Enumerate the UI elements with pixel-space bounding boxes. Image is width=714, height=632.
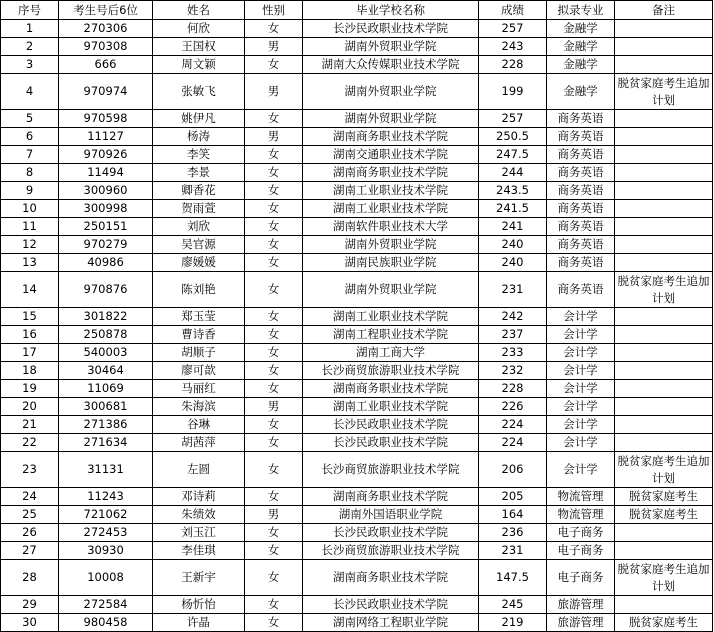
cell-school: 湖南民族职业学院 xyxy=(303,254,479,272)
cell-score: 250.5 xyxy=(479,128,547,146)
cell-no: 24 xyxy=(1,488,59,506)
cell-name: 刘欣 xyxy=(153,218,245,236)
cell-note xyxy=(615,596,713,614)
cell-major: 会计学 xyxy=(547,344,615,362)
cell-school: 湖南外贸职业学院 xyxy=(303,236,479,254)
cell-school: 长沙商贸旅游职业技术学院 xyxy=(303,542,479,560)
cell-major: 商务英语 xyxy=(547,128,615,146)
cell-gender: 女 xyxy=(245,542,303,560)
cell-school: 湖南工业职业技术学院 xyxy=(303,182,479,200)
cell-name: 卿香花 xyxy=(153,182,245,200)
cell-gender: 女 xyxy=(245,146,303,164)
cell-major: 金融学 xyxy=(547,38,615,56)
col-header-id: 考生号后6位 xyxy=(59,1,153,20)
cell-gender: 女 xyxy=(245,182,303,200)
cell-id: 30464 xyxy=(59,362,153,380)
table-row xyxy=(1,380,713,398)
cell-no: 12 xyxy=(1,236,59,254)
cell-id: 250878 xyxy=(59,326,153,344)
cell-id: 300960 xyxy=(59,182,153,200)
cell-no: 28 xyxy=(1,560,59,596)
cell-score: 257 xyxy=(479,110,547,128)
cell-major: 商务英语 xyxy=(547,146,615,164)
cell-name: 刘玉江 xyxy=(153,524,245,542)
table-row xyxy=(1,164,713,182)
cell-gender: 女 xyxy=(245,272,303,308)
cell-gender: 女 xyxy=(245,164,303,182)
cell-gender: 女 xyxy=(245,344,303,362)
cell-no: 21 xyxy=(1,416,59,434)
cell-score: 241.5 xyxy=(479,200,547,218)
cell-note xyxy=(615,398,713,416)
col-header-score: 成绩 xyxy=(479,1,547,20)
cell-major: 金融学 xyxy=(547,20,615,38)
cell-gender: 女 xyxy=(245,452,303,488)
cell-gender: 男 xyxy=(245,506,303,524)
cell-school: 长沙商贸旅游职业技术学院 xyxy=(303,452,479,488)
cell-name: 陈刘艳 xyxy=(153,272,245,308)
cell-note xyxy=(615,380,713,398)
cell-no: 11 xyxy=(1,218,59,236)
cell-id: 970974 xyxy=(59,74,153,110)
cell-note xyxy=(615,56,713,74)
cell-note xyxy=(615,146,713,164)
table-row xyxy=(1,56,713,74)
cell-no: 14 xyxy=(1,272,59,308)
table-row xyxy=(1,344,713,362)
cell-id: 10008 xyxy=(59,560,153,596)
cell-school: 湖南外贸职业学院 xyxy=(303,38,479,56)
cell-note xyxy=(615,218,713,236)
cell-name: 左圆 xyxy=(153,452,245,488)
cell-no: 17 xyxy=(1,344,59,362)
cell-no: 1 xyxy=(1,20,59,38)
cell-gender: 女 xyxy=(245,20,303,38)
cell-note xyxy=(615,542,713,560)
cell-major: 物流管理 xyxy=(547,506,615,524)
cell-major: 电子商务 xyxy=(547,524,615,542)
cell-note xyxy=(615,164,713,182)
cell-no: 26 xyxy=(1,524,59,542)
cell-score: 206 xyxy=(479,452,547,488)
cell-score: 236 xyxy=(479,524,547,542)
cell-school: 湖南交通职业技术学院 xyxy=(303,146,479,164)
cell-school: 长沙民政职业技术学院 xyxy=(303,434,479,452)
cell-id: 301822 xyxy=(59,308,153,326)
cell-id: 300681 xyxy=(59,398,153,416)
cell-name: 李佳琪 xyxy=(153,542,245,560)
cell-school: 湖南工业职业技术学院 xyxy=(303,398,479,416)
cell-gender: 男 xyxy=(245,74,303,110)
cell-id: 11243 xyxy=(59,488,153,506)
cell-name: 廖媛媛 xyxy=(153,254,245,272)
cell-gender: 男 xyxy=(245,398,303,416)
cell-gender: 女 xyxy=(245,488,303,506)
cell-major: 商务英语 xyxy=(547,200,615,218)
cell-no: 22 xyxy=(1,434,59,452)
cell-score: 244 xyxy=(479,164,547,182)
cell-id: 271386 xyxy=(59,416,153,434)
cell-gender: 女 xyxy=(245,110,303,128)
cell-school: 长沙民政职业技术学院 xyxy=(303,416,479,434)
cell-name: 马丽红 xyxy=(153,380,245,398)
cell-name: 李笑 xyxy=(153,146,245,164)
cell-score: 224 xyxy=(479,416,547,434)
cell-major: 商务英语 xyxy=(547,110,615,128)
cell-school: 湖南外国语职业学院 xyxy=(303,506,479,524)
cell-id: 970598 xyxy=(59,110,153,128)
cell-major: 商务英语 xyxy=(547,164,615,182)
cell-school: 湖南网络工程职业学院 xyxy=(303,614,479,632)
cell-no: 4 xyxy=(1,74,59,110)
cell-name: 廖可歆 xyxy=(153,362,245,380)
table-row xyxy=(1,524,713,542)
table-row xyxy=(1,542,713,560)
cell-name: 杨忻怡 xyxy=(153,596,245,614)
cell-score: 232 xyxy=(479,362,547,380)
cell-name: 姚伊凡 xyxy=(153,110,245,128)
table-header xyxy=(1,1,713,20)
cell-score: 231 xyxy=(479,542,547,560)
cell-no: 2 xyxy=(1,38,59,56)
cell-major: 商务英语 xyxy=(547,182,615,200)
cell-no: 10 xyxy=(1,200,59,218)
cell-name: 曹诗香 xyxy=(153,326,245,344)
cell-id: 300998 xyxy=(59,200,153,218)
cell-no: 30 xyxy=(1,614,59,632)
cell-no: 15 xyxy=(1,308,59,326)
cell-score: 243.5 xyxy=(479,182,547,200)
cell-score: 219 xyxy=(479,614,547,632)
cell-no: 3 xyxy=(1,56,59,74)
cell-major: 会计学 xyxy=(547,434,615,452)
cell-major: 会计学 xyxy=(547,308,615,326)
cell-id: 980458 xyxy=(59,614,153,632)
cell-no: 29 xyxy=(1,596,59,614)
cell-note: 脱贫家庭考生追加计划 xyxy=(615,452,713,488)
cell-gender: 女 xyxy=(245,596,303,614)
cell-school: 湖南大众传媒职业技术学院 xyxy=(303,56,479,74)
cell-id: 272453 xyxy=(59,524,153,542)
cell-id: 540003 xyxy=(59,344,153,362)
cell-gender: 女 xyxy=(245,326,303,344)
cell-name: 邓诗莉 xyxy=(153,488,245,506)
col-header-major: 拟录专业 xyxy=(547,1,615,20)
table-row xyxy=(1,398,713,416)
table-row xyxy=(1,488,713,506)
cell-id: 272584 xyxy=(59,596,153,614)
cell-school: 湖南软件职业技术大学 xyxy=(303,218,479,236)
cell-id: 970876 xyxy=(59,272,153,308)
cell-major: 旅游管理 xyxy=(547,614,615,632)
cell-score: 240 xyxy=(479,254,547,272)
table-row xyxy=(1,182,713,200)
cell-id: 271634 xyxy=(59,434,153,452)
table-body xyxy=(1,20,713,632)
cell-name: 贺雨萱 xyxy=(153,200,245,218)
cell-school: 长沙民政职业技术学院 xyxy=(303,524,479,542)
cell-no: 18 xyxy=(1,362,59,380)
cell-score: 224 xyxy=(479,434,547,452)
cell-name: 周文颖 xyxy=(153,56,245,74)
cell-name: 杨涛 xyxy=(153,128,245,146)
cell-id: 721062 xyxy=(59,506,153,524)
table-row xyxy=(1,146,713,164)
cell-id: 666 xyxy=(59,56,153,74)
cell-major: 金融学 xyxy=(547,56,615,74)
cell-score: 241 xyxy=(479,218,547,236)
table-row xyxy=(1,506,713,524)
cell-note xyxy=(615,344,713,362)
col-header-gender: 性别 xyxy=(245,1,303,20)
table-row xyxy=(1,254,713,272)
cell-no: 13 xyxy=(1,254,59,272)
cell-score: 237 xyxy=(479,326,547,344)
cell-score: 231 xyxy=(479,272,547,308)
cell-major: 会计学 xyxy=(547,326,615,344)
cell-score: 240 xyxy=(479,236,547,254)
cell-note xyxy=(615,128,713,146)
cell-note xyxy=(615,236,713,254)
table-row xyxy=(1,326,713,344)
cell-id: 40986 xyxy=(59,254,153,272)
cell-major: 会计学 xyxy=(547,362,615,380)
cell-name: 许晶 xyxy=(153,614,245,632)
cell-note: 脱贫家庭考生 xyxy=(615,506,713,524)
cell-name: 朱海滨 xyxy=(153,398,245,416)
cell-gender: 女 xyxy=(245,434,303,452)
cell-major: 金融学 xyxy=(547,74,615,110)
cell-school: 湖南商务职业技术学院 xyxy=(303,560,479,596)
cell-school: 湖南工业职业技术学院 xyxy=(303,200,479,218)
cell-major: 商务英语 xyxy=(547,254,615,272)
cell-gender: 女 xyxy=(245,254,303,272)
cell-gender: 女 xyxy=(245,56,303,74)
cell-name: 王国权 xyxy=(153,38,245,56)
cell-school: 湖南外贸职业学院 xyxy=(303,110,479,128)
cell-score: 257 xyxy=(479,20,547,38)
table-row xyxy=(1,236,713,254)
table-row xyxy=(1,434,713,452)
table-row xyxy=(1,272,713,308)
cell-score: 243 xyxy=(479,38,547,56)
cell-no: 16 xyxy=(1,326,59,344)
cell-major: 物流管理 xyxy=(547,488,615,506)
cell-no: 19 xyxy=(1,380,59,398)
cell-note xyxy=(615,254,713,272)
cell-major: 商务英语 xyxy=(547,236,615,254)
table-row xyxy=(1,200,713,218)
cell-score: 242 xyxy=(479,308,547,326)
cell-gender: 女 xyxy=(245,308,303,326)
cell-gender: 女 xyxy=(245,560,303,596)
cell-no: 23 xyxy=(1,452,59,488)
col-header-school: 毕业学校名称 xyxy=(303,1,479,20)
cell-no: 25 xyxy=(1,506,59,524)
cell-note xyxy=(615,110,713,128)
table-row xyxy=(1,308,713,326)
cell-id: 30930 xyxy=(59,542,153,560)
cell-major: 旅游管理 xyxy=(547,596,615,614)
cell-note xyxy=(615,524,713,542)
cell-gender: 女 xyxy=(245,416,303,434)
cell-score: 245 xyxy=(479,596,547,614)
cell-major: 电子商务 xyxy=(547,542,615,560)
cell-no: 6 xyxy=(1,128,59,146)
cell-id: 11127 xyxy=(59,128,153,146)
cell-note: 脱贫家庭考生 xyxy=(615,488,713,506)
col-header-no: 序号 xyxy=(1,1,59,20)
table-row xyxy=(1,452,713,488)
cell-id: 970279 xyxy=(59,236,153,254)
cell-school: 长沙商贸旅游职业技术学院 xyxy=(303,362,479,380)
cell-major: 会计学 xyxy=(547,416,615,434)
cell-note xyxy=(615,362,713,380)
cell-note: 脱贫家庭考生追加计划 xyxy=(615,74,713,110)
cell-major: 商务英语 xyxy=(547,218,615,236)
cell-name: 吴官源 xyxy=(153,236,245,254)
cell-note xyxy=(615,20,713,38)
cell-school: 湖南工程职业技术学院 xyxy=(303,326,479,344)
cell-major: 会计学 xyxy=(547,398,615,416)
table-row xyxy=(1,110,713,128)
cell-id: 31131 xyxy=(59,452,153,488)
cell-score: 199 xyxy=(479,74,547,110)
cell-note xyxy=(615,326,713,344)
cell-name: 朱绩效 xyxy=(153,506,245,524)
cell-note xyxy=(615,434,713,452)
cell-note: 脱贫家庭考生追加计划 xyxy=(615,272,713,308)
cell-major: 会计学 xyxy=(547,380,615,398)
cell-id: 11494 xyxy=(59,164,153,182)
cell-school: 湖南商务职业技术学院 xyxy=(303,488,479,506)
cell-no: 27 xyxy=(1,542,59,560)
cell-note: 脱贫家庭考生 xyxy=(615,614,713,632)
cell-score: 226 xyxy=(479,398,547,416)
table-row xyxy=(1,560,713,596)
cell-name: 何欣 xyxy=(153,20,245,38)
cell-score: 147.5 xyxy=(479,560,547,596)
cell-gender: 女 xyxy=(245,524,303,542)
header-row xyxy=(1,1,713,20)
cell-gender: 男 xyxy=(245,128,303,146)
cell-school: 湖南工业职业技术学院 xyxy=(303,308,479,326)
cell-score: 233 xyxy=(479,344,547,362)
cell-note xyxy=(615,200,713,218)
table-row xyxy=(1,362,713,380)
cell-name: 李景 xyxy=(153,164,245,182)
cell-major: 会计学 xyxy=(547,452,615,488)
cell-major: 电子商务 xyxy=(547,560,615,596)
cell-name: 郑玉莹 xyxy=(153,308,245,326)
cell-school: 长沙民政职业技术学院 xyxy=(303,596,479,614)
cell-note xyxy=(615,38,713,56)
col-header-note: 备注 xyxy=(615,1,713,20)
cell-id: 250151 xyxy=(59,218,153,236)
cell-name: 王新宇 xyxy=(153,560,245,596)
cell-note xyxy=(615,182,713,200)
cell-note xyxy=(615,308,713,326)
table-row xyxy=(1,218,713,236)
col-header-name: 姓名 xyxy=(153,1,245,20)
table-row xyxy=(1,596,713,614)
cell-score: 205 xyxy=(479,488,547,506)
cell-no: 5 xyxy=(1,110,59,128)
cell-no: 20 xyxy=(1,398,59,416)
cell-school: 湖南商务职业技术学院 xyxy=(303,128,479,146)
table-row xyxy=(1,128,713,146)
table-row xyxy=(1,20,713,38)
cell-note xyxy=(615,416,713,434)
cell-gender: 女 xyxy=(245,614,303,632)
cell-name: 张敏飞 xyxy=(153,74,245,110)
cell-score: 164 xyxy=(479,506,547,524)
cell-gender: 男 xyxy=(245,38,303,56)
cell-gender: 女 xyxy=(245,218,303,236)
cell-no: 9 xyxy=(1,182,59,200)
cell-id: 970308 xyxy=(59,38,153,56)
cell-id: 970926 xyxy=(59,146,153,164)
cell-name: 胡茜萍 xyxy=(153,434,245,452)
cell-school: 湖南外贸职业学院 xyxy=(303,272,479,308)
table-row xyxy=(1,614,713,632)
table-row xyxy=(1,74,713,110)
cell-id: 11069 xyxy=(59,380,153,398)
cell-gender: 女 xyxy=(245,200,303,218)
cell-school: 湖南工商大学 xyxy=(303,344,479,362)
cell-major: 商务英语 xyxy=(547,272,615,308)
cell-school: 长沙民政职业技术学院 xyxy=(303,20,479,38)
cell-gender: 女 xyxy=(245,236,303,254)
cell-gender: 女 xyxy=(245,380,303,398)
cell-school: 湖南商务职业技术学院 xyxy=(303,380,479,398)
cell-score: 228 xyxy=(479,56,547,74)
cell-no: 8 xyxy=(1,164,59,182)
cell-note: 脱贫家庭考生追加计划 xyxy=(615,560,713,596)
cell-no: 7 xyxy=(1,146,59,164)
cell-id: 270306 xyxy=(59,20,153,38)
cell-score: 247.5 xyxy=(479,146,547,164)
table-row xyxy=(1,416,713,434)
cell-gender: 女 xyxy=(245,362,303,380)
cell-name: 谷琳 xyxy=(153,416,245,434)
cell-name: 胡顺子 xyxy=(153,344,245,362)
table-row xyxy=(1,38,713,56)
cell-school: 湖南外贸职业学院 xyxy=(303,74,479,110)
cell-school: 湖南商务职业技术学院 xyxy=(303,164,479,182)
cell-score: 228 xyxy=(479,380,547,398)
